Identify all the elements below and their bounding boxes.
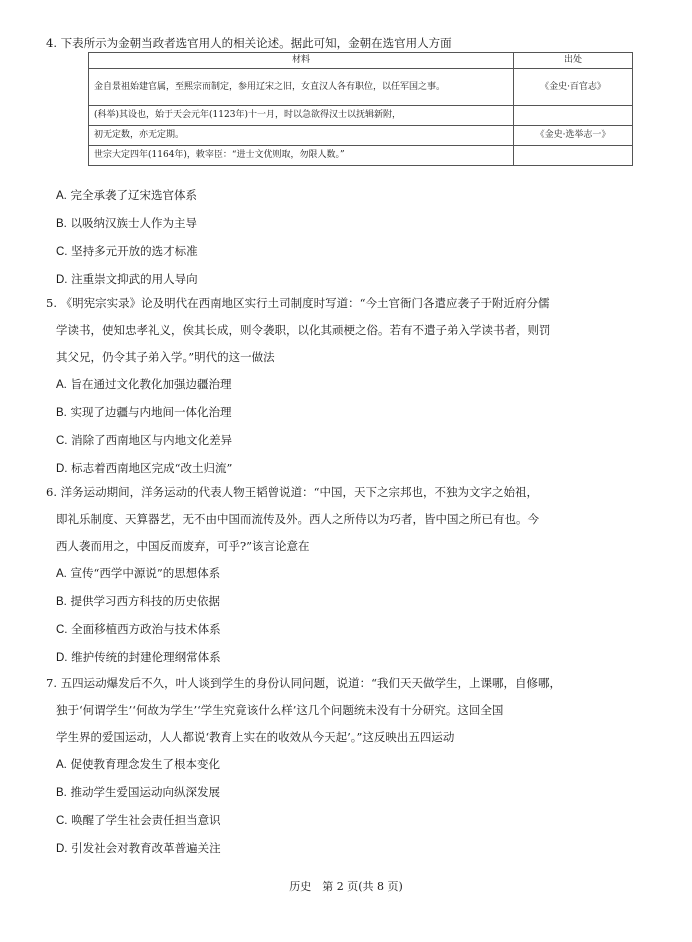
option-text: 宣传“西学中源说”的思想体系 [70,566,221,580]
option-text: 实现了边疆与内地间一体化治理 [70,405,232,419]
option-text: 注重崇文抑武的用人导向 [71,272,198,286]
option-text: 标志着西南地区完成“改土归流” [71,461,233,475]
option-letter: C. [56,246,68,258]
option-letter: D. [56,843,68,855]
option-letter: A. [56,379,67,391]
option-letter: C. [56,435,68,447]
option-text: 完全承袭了辽宋选官体系 [70,188,198,202]
table-header-material: 材料 [89,53,514,69]
option-letter: B. [56,787,67,799]
option-text: 维护传统的封建伦理纲常体系 [71,650,221,664]
option-b[interactable] [56,399,658,427]
question-5 [46,290,658,483]
table-row [89,106,633,126]
option-b[interactable] [56,588,658,616]
option-letter: D. [56,652,68,664]
question-7-stem-line: 独于‘何谓学生’‘何故为学生’‘学生究竟该什么样’这几个问题统未没有十分研究。这回全国 [56,703,504,717]
option-letter: D. [56,463,68,475]
option-a[interactable] [56,182,658,210]
table-cell-source [514,146,633,166]
question-6-stem-line: 6. 洋务运动期间，洋务运动的代表人物王韬曾说道：“中国，天下之宗邦也，不独为文字之始祖， [46,485,539,499]
table-cell-source: 《金史·选举志一》 [514,126,633,146]
table-header-row [89,53,633,69]
question-7 [46,670,658,863]
table-cell-material: 初无定数，亦无定期。 [89,126,514,146]
page-footer: 历史 第 2 页(共 8 页) [289,880,403,893]
option-letter: B. [56,407,67,419]
option-text: 旨在通过文化教化加强边疆治理 [70,377,232,391]
option-text: 坚持多元开放的选才标准 [71,244,198,258]
option-text: 推动学生爱国运动向纵深发展 [70,785,221,799]
question-4-stem: 4. 下表所示为金朝当政者选官用人的相关论述。据此可知，金朝在选官用人方面 [46,36,452,50]
table-cell-source [514,106,633,126]
table-cell-material: 金自景祖始建官属，至熙宗而制定，参用辽宋之旧，女直汉人各有职位，以任军国之事。 [89,69,514,106]
option-text: 全面移植西方政治与技术体系 [71,622,221,636]
option-text: 以吸纳汉族士人作为主导 [70,216,198,230]
table-row [89,146,633,166]
option-letter: A. [56,759,67,771]
question-4-options [46,182,658,294]
option-letter: C. [56,815,68,827]
question-5-stem-line: 其父兄，仍令其子弟入学。”明代的这一做法 [56,350,275,364]
question-5-stem-line: 5. 《明宪宗实录》论及明代在西南地区实行土司制度时写道：“今土官衙门各遣应袭子于附近府分儒 [46,296,550,310]
option-c[interactable] [56,616,658,644]
option-text: 引发社会对教育改革普遍关注 [71,841,221,855]
table-header-source: 出处 [514,53,633,69]
option-text: 促使教育理念发生了根本变化 [70,757,221,771]
question-7-stem-line: 7. 五四运动爆发后不久，叶人谈到学生的身份认同问题，说道：“我们天天做学生，上课哪，自修哪， [46,676,562,690]
option-b[interactable] [56,779,658,807]
option-letter: A. [56,568,67,580]
option-letter: C. [56,624,68,636]
table-row [89,69,633,106]
option-text: 消除了西南地区与内地文化差异 [71,433,233,447]
option-b[interactable] [56,210,658,238]
question-5-stem-line: 学读书，使知忠孝礼义，俟其长成，则令袭职，以化其顽梗之俗。若有不遣子弟入学读书者，则罚 [56,323,551,337]
source-table [88,52,633,166]
question-4 [46,34,658,52]
option-a[interactable] [56,560,658,588]
option-c[interactable] [56,427,658,455]
option-text: 提供学习西方科技的历史依据 [70,594,221,608]
table-row [89,126,633,146]
option-c[interactable] [56,807,658,835]
question-6-stem-line: 即礼乐制度、天算器艺，无不由中国而流传及外。西人之所侍以为巧者，皆中国之所已有也。今 [56,512,539,526]
question-6 [46,479,658,672]
question-7-stem-line: 学生界的爱国运动，人人都说‘教育上实在的收效从今天起’。”这反映出五四运动 [56,730,455,744]
option-c[interactable] [56,238,658,266]
option-letter: B. [56,218,67,230]
option-d[interactable] [56,644,658,672]
option-a[interactable] [56,751,658,779]
question-6-stem-line: 西人袭而用之，中国反而废弃，可乎?”该言论意在 [56,539,310,553]
option-d[interactable] [56,835,658,863]
option-a[interactable] [56,371,658,399]
table-cell-source: 《金史·百官志》 [514,69,633,106]
option-text: 唤醒了学生社会责任担当意识 [71,813,221,827]
option-letter: D. [56,274,68,286]
table-cell-material: (科举)其设也，始于天会元年(1123年)十一月，时以急欲得汉士以抚辑新附， [89,106,514,126]
table-cell-material: 世宗大定四年(1164年)，敕宰臣：“进士文优则取，勿限人数。” [89,146,514,166]
option-letter: B. [56,596,67,608]
option-letter: A. [56,190,67,202]
